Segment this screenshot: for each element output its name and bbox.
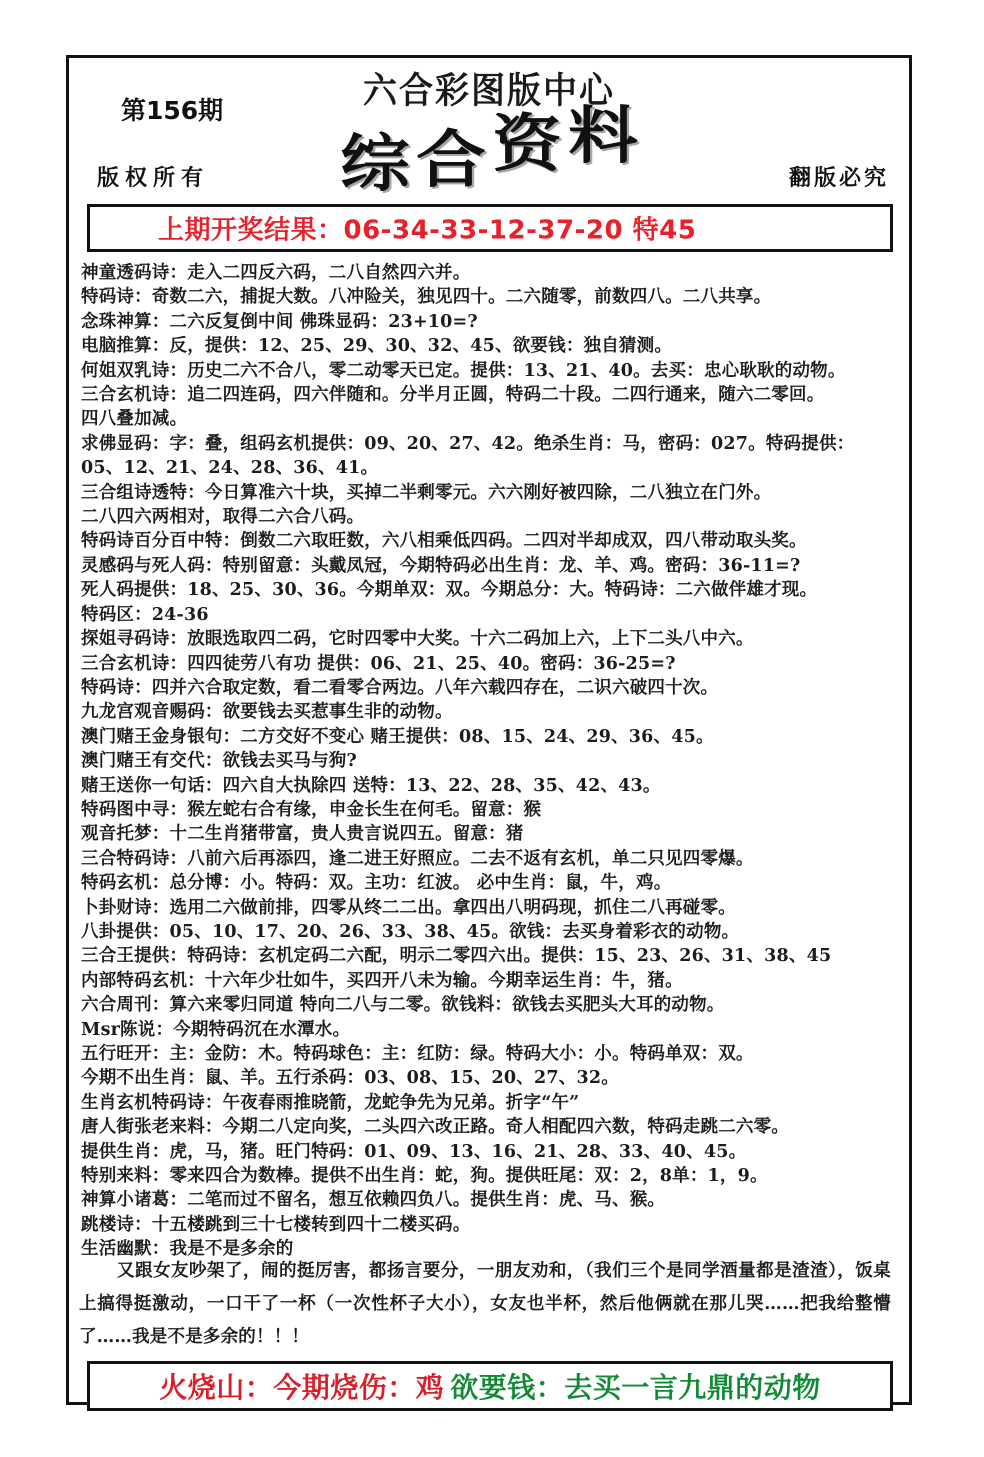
- body-line: 神童透码诗：走入二四反六码，二八自然四六并。: [81, 263, 471, 283]
- body-line: 内部特码玄机：十六年少壮如牛，买四开八未为输。今期幸运生肖：牛，猪。: [81, 970, 683, 991]
- footer-banner: [87, 1361, 893, 1411]
- body-line: 赌王送你一句话：四六自大执除四 送特：13、22、28、35、42、43。: [81, 775, 661, 796]
- body-line: 05、12、21、24、28、36、41。: [81, 458, 379, 479]
- body-line: 四八叠加减。: [81, 409, 188, 430]
- body-line: 特码诗：四并六合取定数，看二看零合两边。八年六载四存在，二识六破四十次。: [81, 677, 719, 698]
- body-line: 八卦提供：05、10、17、20、26、33、38、45。欲钱：去买身着彩衣的动物。: [81, 921, 740, 942]
- body-line: 今期不出生肖：鼠、羊。五行杀码：03、08、15、20、27、32。: [81, 1068, 619, 1089]
- body-line: 念珠神算：二六反复倒中间 佛珠显码：23+10=?: [81, 311, 478, 332]
- body-line: 三合王提供：特码诗：玄机定码二六配，明示二零四六出。提供：15、23、26、31、38、45: [81, 946, 832, 967]
- title-char-2: 合: [416, 123, 486, 196]
- body-line: 观音托梦：十二生肖猪带富，贵人贵言说四五。留意：猪: [81, 824, 524, 845]
- reprint-notice: 翻版必究: [788, 166, 889, 191]
- title-char-3: 资: [492, 107, 562, 180]
- joke-paragraph: 又跟女友吵架了，闹的挺厉害，都扬言要分，一朋友劝和，（我们三个是同学酒量都是渣渣），饭桌上搞得挺激动，一口干了一杯（一次性杯子大小），女友也半杯，然后他俩就在那儿哭……把我给整懵了……我是不是多余的！！！: [79, 1261, 891, 1347]
- body-line: 特码诗百分百中特：倒数二六取旺数，六八相乘低四码。二四对半却成双，四八带动取头奖。: [81, 531, 807, 552]
- copyright-notice: 版权所有: [97, 166, 210, 191]
- body-line: 特别来料：零来四合为数棒。提供不出生肖：蛇，狗。提供旺尾：双：2，8单：1，9。: [81, 1166, 768, 1187]
- body-line: 跳楼诗：十五楼跳到三十七楼转到四十二楼买码。: [81, 1214, 471, 1235]
- body-line: 澳门赌王金身银句：二方交好不变心 赌王提供：08、15、24、29、36、45。: [81, 726, 714, 747]
- footer-red-text: 火烧山：今期烧伤：鸡: [159, 1371, 445, 1404]
- body-line: Msr陈说：今期特码沉在水潭水。: [81, 1019, 351, 1040]
- body-line: 电脑推算：反，提供：12、25、29、30、32、45、欲要钱：独自猜测。: [81, 336, 673, 357]
- title-char-4: 料: [568, 99, 638, 172]
- body-line: 求佛显码：字：叠，组码玄机提供：09、20、27、42。绝杀生肖：马，密码：027。特码提供：: [81, 433, 855, 454]
- body-line: 特码区：24-36: [81, 604, 209, 625]
- footer-banner-inner: [159, 1366, 821, 1406]
- body-line: 五行旺开：主：金防：木。特码球色：主：红防：绿。特码大小：小。特码单双：双。: [81, 1044, 754, 1064]
- poster-frame: [66, 55, 912, 1405]
- body-line: 六合周刊：算六来零归同道 特向二八与二零。欲钱料：欲钱去买肥头大耳的动物。: [81, 995, 725, 1016]
- body-line: 生活幽默：我是不是多余的: [81, 1239, 294, 1260]
- body-line: 九龙宫观音赐码：欲要钱去买惹事生非的动物。: [81, 702, 453, 723]
- body-line: 三合组诗透特：今日算准六十块，买掉二半剩零元。六六刚好被四除，二八独立在门外。: [81, 482, 772, 503]
- body-line: 澳门赌王有交代：欲钱去买马与狗?: [81, 751, 357, 772]
- site-name: 六合彩图版中心: [363, 70, 615, 113]
- masthead: [69, 58, 909, 200]
- title-char-1: 综: [340, 127, 410, 200]
- last-draw-result-text: 上期开奖结果：06-34-33-12-37-20 特45: [158, 215, 697, 246]
- body-line: 提供生肖：虎，马，猪。旺门特码：01、09、13、16、21、28、33、40、45。: [81, 1141, 747, 1162]
- body-line: 特码玄机：总分博：小。特码：双。主功：红波。 必中生肖：鼠，牛，鸡。: [81, 873, 672, 894]
- body-line: 三合特码诗：八前六后再添四，逢二进王好照应。二去不返有玄机，单二只见四零爆。: [81, 848, 754, 869]
- body-line: 三合玄机诗：追二四连码，四六伴随和。分半月正圆，特码二十段。二四行通来，随六二零回。: [81, 385, 825, 406]
- body-line: 何姐双乳诗：历史二六不合八，零二动零天已定。提供：13、21、40。去买：忠心耿耿的动物。: [81, 360, 846, 381]
- body-line: 探姐寻码诗：放眼选取四二码，它时四零中大奖。十六二码加上六，上下二头八中六。: [81, 629, 754, 650]
- body-line: 灵感码与死人码：特别留意：头戴凤冠，今期特码必出生肖：龙、羊、鸡。密码：36-11=?: [81, 555, 801, 576]
- last-draw-result-box: [87, 204, 893, 252]
- body-line: 二八四六两相对，取得二六合八码。: [81, 507, 365, 528]
- body-line: 神算小诸葛：二笔而过不留名，想互依赖四负八。提供生肖：虎、马、猴。: [81, 1190, 666, 1211]
- footer-green-text: 欲要钱：去买一言九鼎的动物: [450, 1371, 821, 1404]
- body-line: 三合玄机诗：四四徒劳八有功 提供：06、21、25、40。密码：36-25=?: [81, 653, 676, 674]
- body-line: 特码图中寻：猴左蛇右合有缘，申金长生在何毛。留意：猴: [81, 799, 542, 820]
- body-line: 生肖玄机特码诗：午夜春雨推晓箭，龙蛇争先为兄弟。折字“午”: [81, 1092, 580, 1113]
- body-text-block: [77, 261, 905, 1262]
- issue-number: 第156期: [121, 96, 224, 125]
- body-line: 死人码提供：18、25、30、36。今期单双：双。今期总分：大。特码诗：二六做伴雄才现。: [81, 580, 818, 601]
- body-line: 卜卦财诗：选用二六做前排，四零从终二二出。拿四出八明码现，抓住二八再碰零。: [81, 897, 736, 918]
- body-line: 唐人街张老来料：今期二八定向奖，二头四六改正路。奇人相配四六数，特码走跳二六零。: [81, 1117, 789, 1138]
- body-line: 特码诗：奇数二六，捕捉大数。八冲险关，独见四十。二六随零，前数四八。二八共享。: [81, 287, 772, 308]
